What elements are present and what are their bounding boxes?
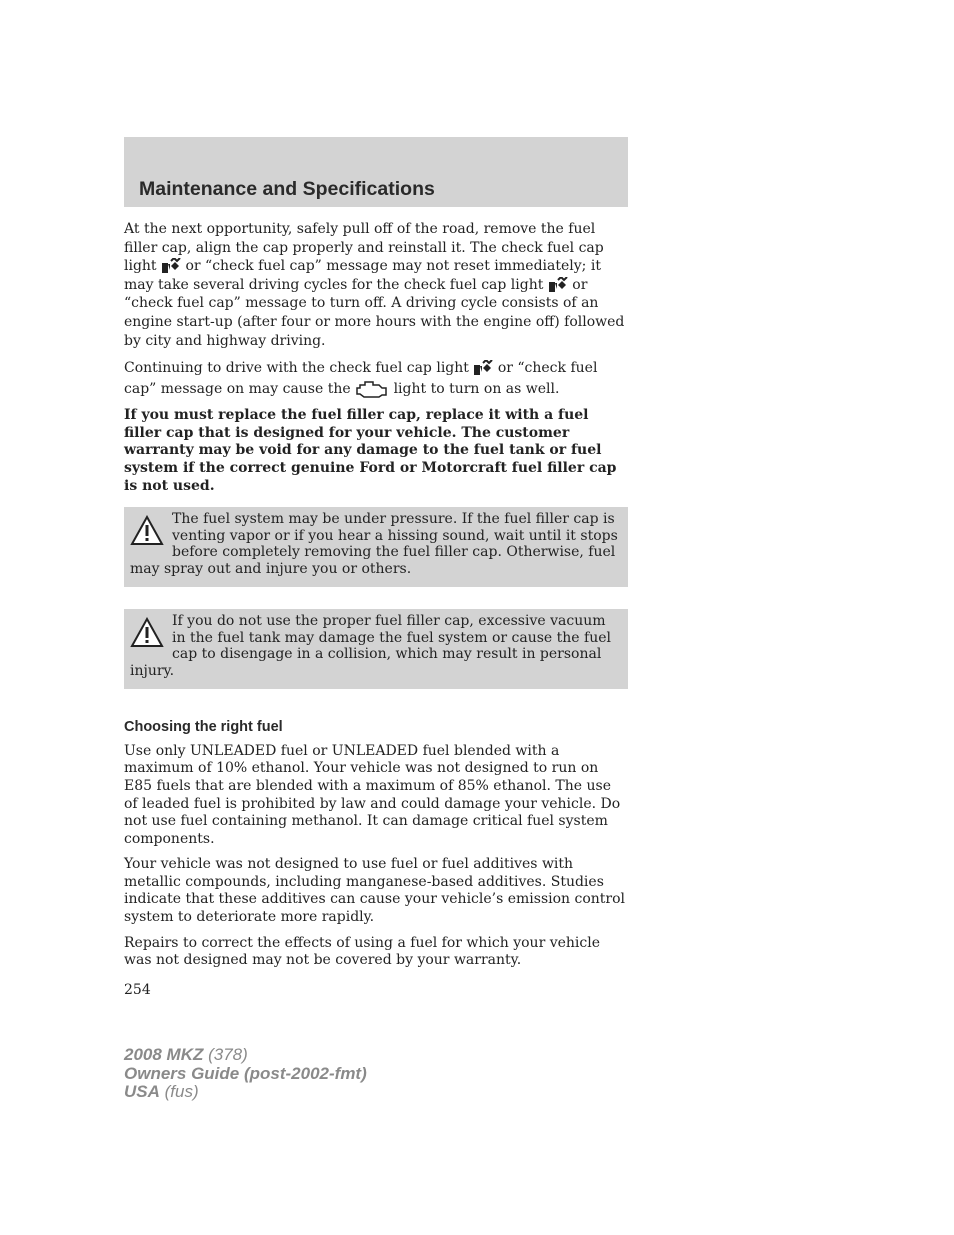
- text-run: Continuing to drive with the check fuel cap light: [124, 360, 469, 377]
- warning-text: If you do not use the proper fuel filler cap, excessive vacuum in the fuel tank may damage the fuel system or cause the fuel cap to disengage in a collision, which may result in personal injury.: [130, 613, 612, 679]
- check-fuel-cap-icon: [161, 258, 181, 274]
- page-title: Maintenance and Specifications: [139, 178, 435, 200]
- text-run: or “check fuel cap” message may not reset immediately; it may take several driving cycles for the check fuel cap light: [124, 258, 601, 293]
- paragraph-fuel-cap-reset: [124, 220, 628, 350]
- text-run: At the next opportunity, safely pull off of the road, remove the fuel filler cap, align the cap properly and reinstall it. The check fuel cap light: [124, 221, 604, 275]
- paragraph-metallic-additives: Your vehicle was not designed to use fuel or fuel additives with metallic compounds, including manganese-based additives. Studies indicate that these additives can cause your vehicle’s emission control system to deteriorate more rapidly.: [124, 856, 626, 926]
- check-fuel-cap-icon: [473, 360, 493, 376]
- footer-line-guide: [124, 1065, 367, 1084]
- text-run: light to turn on as well.: [393, 380, 560, 397]
- page-content: [124, 220, 628, 999]
- page-number: 254: [124, 981, 151, 998]
- paragraph-continue-driving: [124, 358, 628, 399]
- footer-line-model: [124, 1046, 367, 1065]
- check-fuel-cap-icon: [548, 277, 568, 293]
- footer-model: 2008 MKZ: [124, 1045, 204, 1064]
- warning-text: The fuel system may be under pressure. If the fuel filler cap is venting vapor or if you hear a hissing sound, wait until it stops before completely removing the fuel filler cap. Otherwise, fuel may spray out and injure you or others.: [130, 511, 618, 577]
- footer-model-code: (378): [203, 1045, 248, 1064]
- section-header: [124, 137, 628, 207]
- document-footer: [124, 1046, 367, 1102]
- paragraph-warranty: Repairs to correct the effects of using a fuel for which your vehicle was not designed may not be covered by your warranty.: [124, 934, 600, 969]
- footer-line-region: [124, 1083, 367, 1102]
- section-heading: Choosing the right fuel: [124, 719, 283, 736]
- footer-guide: Owners Guide (post-2002-fmt): [124, 1063, 367, 1083]
- warning-triangle-icon: [130, 515, 164, 547]
- text-run: or “check fuel cap” message to turn off. A driving cycle consists of an engine start-up (after four or more hours with the engine off) followed by city and highway driving.: [124, 276, 625, 349]
- check-engine-icon: [355, 379, 389, 399]
- paragraph-unleaded-fuel: Use only UNLEADED fuel or UNLEADED fuel blended with a maximum of 10% ethanol. Your vehicle was not designed to run on E85 fuels that are blended with a maximum of 85% ethanol. The use of leaded fuel is prohibited by law and could damage your vehicle. Do not use fuel containing methanol. It can damage critical fuel system components.: [124, 742, 621, 847]
- footer-region-code: (fus): [159, 1082, 199, 1101]
- footer-region: USA: [124, 1082, 160, 1101]
- warning-box-vacuum: [124, 609, 628, 689]
- warning-box-pressure: [124, 507, 628, 587]
- paragraph-replace-cap-notice: If you must replace the fuel filler cap, replace it with a fuel filler cap that is designed for your vehicle. The customer warranty may be void for any damage to the fuel tank or fuel system if the correct genuine Ford or Motorcraft fuel filler cap is not used.: [124, 407, 617, 494]
- warning-triangle-icon: [130, 617, 164, 649]
- text-run: or “check fuel cap” message on may cause the: [124, 360, 598, 397]
